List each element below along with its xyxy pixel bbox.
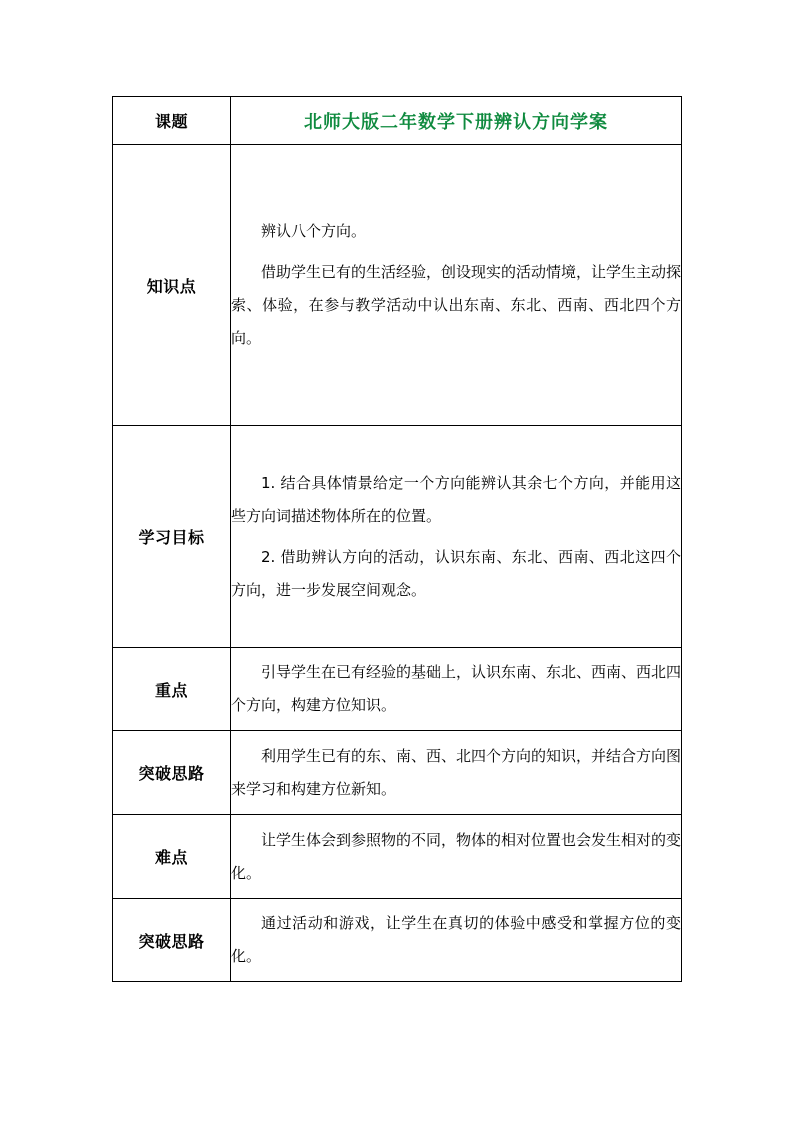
knowledge-paragraph: 辨认八个方向。 xyxy=(261,222,367,240)
goals-label: 学习目标 xyxy=(113,426,231,648)
breakthrough-content xyxy=(231,731,682,815)
breakthrough-row-1 xyxy=(113,731,682,815)
lesson-title: 北师大版二年数学下册辨认方向学案 xyxy=(231,97,682,145)
goal-item: 2. 借助辨认方向的活动，认识东南、东北、西南、西北这四个方向，进一步发展空间观念。 xyxy=(231,547,681,599)
lesson-plan-table xyxy=(112,96,682,982)
breakthrough-content xyxy=(231,899,682,982)
knowledge-paragraph: 借助学生已有的生活经验，创设现实的活动情境，让学生主动探索、体验，在参与教学活动中认出东南、东北、西南、西北四个方向。 xyxy=(231,263,682,347)
breakthrough-label: 突破思路 xyxy=(113,899,231,982)
key-point-label: 重点 xyxy=(113,648,231,731)
goals-row xyxy=(113,426,682,648)
knowledge-row xyxy=(113,145,682,426)
breakthrough-row-2 xyxy=(113,899,682,982)
breakthrough-paragraph: 利用学生已有的东、南、西、北四个方向的知识，并结合方向图来学习和构建方位新知。 xyxy=(231,746,682,798)
difficulty-content xyxy=(231,815,682,899)
knowledge-label: 知识点 xyxy=(113,145,231,426)
key-point-content xyxy=(231,648,682,731)
key-point-row xyxy=(113,648,682,731)
title-row xyxy=(113,97,682,145)
goal-item: 1. 结合具体情景给定一个方向能辨认其余七个方向，并能用这些方向词描述物体所在的位置。 xyxy=(231,473,681,525)
title-label: 课题 xyxy=(113,97,231,145)
difficulty-row xyxy=(113,815,682,899)
knowledge-content xyxy=(231,145,682,426)
difficulty-label: 难点 xyxy=(113,815,231,899)
breakthrough-label: 突破思路 xyxy=(113,731,231,815)
breakthrough-paragraph: 通过活动和游戏，让学生在真切的体验中感受和掌握方位的变化。 xyxy=(231,914,681,965)
difficulty-paragraph: 让学生体会到参照物的不同，物体的相对位置也会发生相对的变化。 xyxy=(231,830,682,882)
key-point-paragraph: 引导学生在已有经验的基础上，认识东南、东北、西南、西北四个方向，构建方位知识。 xyxy=(231,663,682,714)
goals-content xyxy=(231,426,682,648)
